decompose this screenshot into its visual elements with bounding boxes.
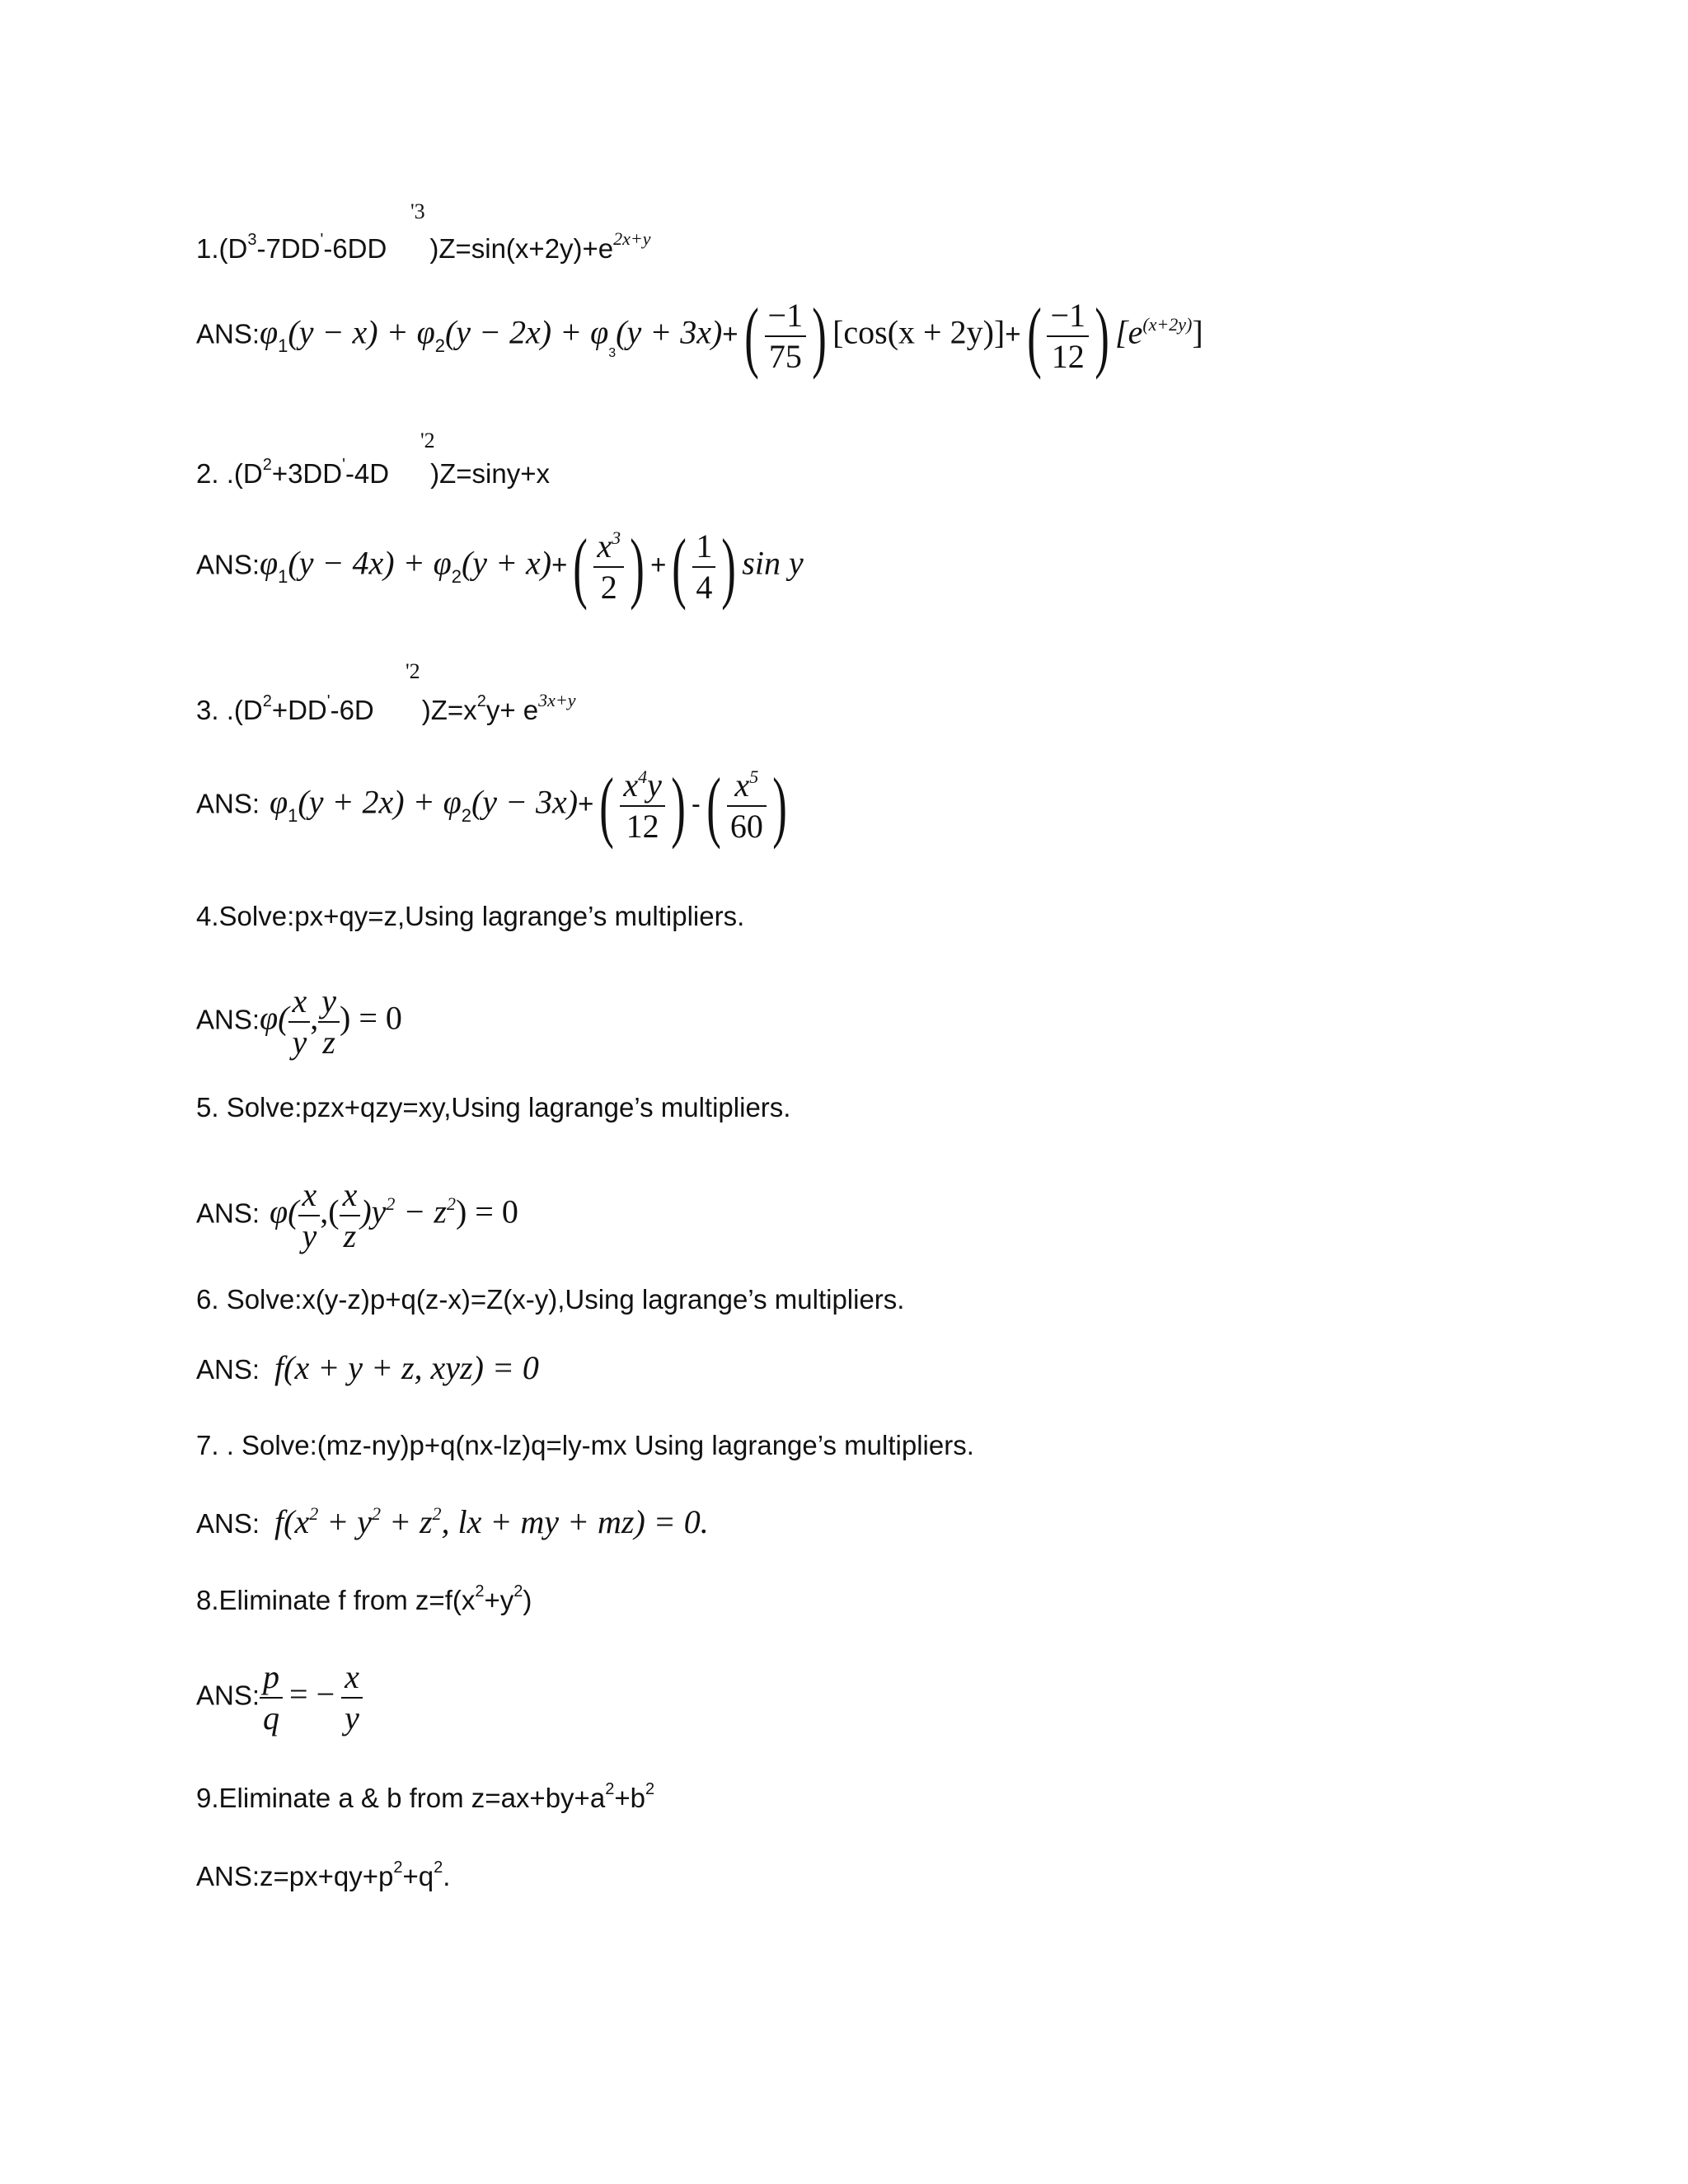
p1-phi1: φ xyxy=(260,313,279,351)
p5-frac1 xyxy=(298,1176,320,1254)
p2-q-prefix: 2. .(D xyxy=(196,458,263,489)
p5-phi: φ( xyxy=(270,1193,299,1230)
p3-phi2: φ xyxy=(443,783,462,821)
problem-8-question xyxy=(196,1582,532,1615)
p1-exp-base: [e xyxy=(1115,313,1143,351)
p2-lparen1: ( xyxy=(573,523,588,611)
p2-rparen2: ) xyxy=(721,523,737,611)
problem-7-question: 7. . Solve:(mz-ny)p+q(nx-lz)q=ly-mx Using lagrange’s multipliers. xyxy=(196,1430,974,1460)
p1-exp-end: ] xyxy=(1192,313,1203,351)
p1-q-mark: '3 xyxy=(410,199,425,223)
p5-frac1-num: x xyxy=(298,1179,320,1216)
p3-lparen2: ( xyxy=(706,762,721,850)
p3-q-mark: '2 xyxy=(406,659,420,683)
p2-frac1-den: 2 xyxy=(600,569,617,606)
problem-1-answer xyxy=(196,292,1203,380)
p3-frac2-num: x xyxy=(734,766,750,804)
p2-sin: sin y xyxy=(742,544,804,582)
p3-q-exp: 3x+y xyxy=(538,690,576,710)
problem-7-answer xyxy=(196,1503,709,1540)
p8-q-prefix: 8.Eliminate f from z=f(x xyxy=(196,1585,476,1615)
problem-1-question xyxy=(196,228,651,264)
p3-rparen1: ) xyxy=(671,762,686,850)
p3-q-e1: 2 xyxy=(262,692,272,710)
p1-a3: (y + 3x) xyxy=(616,313,723,351)
p4-frac1-num: x xyxy=(288,985,310,1023)
p3-a1: (y + 2x) + xyxy=(298,783,443,821)
problem-5-answer xyxy=(196,1176,518,1254)
problem-5-question: 5. Solve:pzx+qzy=xy,Using lagrange’s multipliers. xyxy=(196,1092,791,1122)
p3-frac1 xyxy=(620,766,665,845)
p1-q-e2: ' xyxy=(320,231,324,249)
p4-frac2-num: y xyxy=(318,985,340,1023)
p1-rparen2: ) xyxy=(1095,292,1109,380)
p3-q-e2: ' xyxy=(326,692,331,710)
p4-end: ) = 0 xyxy=(340,999,402,1037)
p1-q-mid1: -7DD xyxy=(256,233,321,264)
p3-q-e3: 2 xyxy=(476,692,486,710)
p2-frac2-den: 4 xyxy=(696,569,713,606)
p3-rparen2: ) xyxy=(772,762,787,850)
p1-lparen2: ( xyxy=(1026,292,1042,380)
p3-q-tail2: y+ e xyxy=(485,695,539,725)
p1-plus2: + xyxy=(1005,318,1021,349)
p8-frac1-num: p xyxy=(260,1661,283,1699)
p2-phi2-sub: 2 xyxy=(451,565,462,587)
p8-q-e1: 2 xyxy=(475,1582,485,1601)
p1-phi3: φ xyxy=(590,313,609,351)
p5-e2: 2 xyxy=(446,1193,456,1214)
p7-e1: 2 xyxy=(309,1503,319,1524)
p2-phi1-sub: 1 xyxy=(278,565,288,587)
p3-minus: - xyxy=(691,788,701,819)
p8-frac1-den: q xyxy=(263,1699,280,1736)
p4-frac2-den: z xyxy=(322,1024,335,1061)
p5-frac2-den: z xyxy=(343,1217,357,1254)
problem-9-answer xyxy=(196,1858,451,1891)
p1-a2: (y − 2x) + xyxy=(444,313,591,351)
p1-phi2-sub: 2 xyxy=(434,335,445,356)
problem-4-answer xyxy=(196,982,402,1061)
p8-q-tail: ) xyxy=(523,1585,532,1615)
p1-frac2 xyxy=(1047,299,1089,373)
p9-ans-e1: 2 xyxy=(393,1858,403,1877)
p3-q-mid2: -6D xyxy=(330,695,374,725)
p4-ans-label: ANS: xyxy=(196,1004,260,1035)
p1-ans-label: ANS: xyxy=(196,318,260,349)
problem-2-question xyxy=(196,456,550,489)
p3-frac2-exp: 5 xyxy=(749,766,759,787)
p3-frac1-num-x: x xyxy=(623,766,639,804)
p2-phi1: φ xyxy=(260,544,279,582)
p6-ans-label: ANS: xyxy=(196,1354,260,1385)
p1-phi2: φ xyxy=(416,313,435,351)
p2-q-tail: )Z=siny+x xyxy=(430,458,550,489)
p2-plus2: + xyxy=(650,549,667,580)
problem-2-answer xyxy=(196,523,804,611)
p2-phi2: φ xyxy=(433,544,452,582)
p3-lparen1: ( xyxy=(599,762,615,850)
p5-frac1-den: y xyxy=(302,1217,317,1254)
p3-ans-label: ANS: xyxy=(196,788,260,819)
p8-ans-label: ANS: xyxy=(196,1680,260,1711)
p8-frac1 xyxy=(260,1658,283,1736)
p1-q-e1: 3 xyxy=(247,231,257,249)
p3-frac1-den: 12 xyxy=(626,808,659,845)
p2-frac2-num: 1 xyxy=(692,530,715,568)
p3-phi1-sub: 1 xyxy=(288,804,298,826)
p1-frac1-num: −1 xyxy=(765,299,807,337)
problem-3-question xyxy=(196,690,576,725)
problem-8-answer xyxy=(196,1658,363,1736)
p2-q-mark: '2 xyxy=(420,429,435,452)
p4-frac1-den: y xyxy=(292,1024,307,1061)
p2-q-mid2: -4D xyxy=(345,458,390,489)
p3-a2: (y − 3x) xyxy=(471,783,579,821)
p9-ans-mid: +q xyxy=(402,1861,434,1891)
problem-6-answer xyxy=(196,1349,539,1386)
p1-frac2-den: 12 xyxy=(1051,338,1085,375)
p5-frac2 xyxy=(340,1176,361,1254)
p1-cos: [cos(x + 2y)] xyxy=(832,313,1006,351)
p2-rparen1: ) xyxy=(630,523,645,611)
p3-q-tail: )Z=x xyxy=(421,695,477,725)
p9-ans-e2: 2 xyxy=(434,1858,443,1877)
p6-expr: f(x + y + z, xyz) = 0 xyxy=(274,1349,539,1386)
p7-e3: 2 xyxy=(432,1503,442,1524)
p1-q-prefix: 1.(D xyxy=(196,233,248,264)
p2-a1: (y − 4x) + xyxy=(288,544,434,582)
p7-p4: , lx + my + mz) = 0. xyxy=(441,1503,709,1540)
p9-q-e2: 2 xyxy=(645,1780,655,1798)
problem-3-answer xyxy=(196,762,793,850)
p1-phi3-sub: 3 xyxy=(608,345,617,360)
p2-lparen2: ( xyxy=(672,523,687,611)
p2-a2: (y + x) xyxy=(461,544,552,582)
p2-q-e2: ' xyxy=(342,456,345,474)
p7-e2: 2 xyxy=(371,1503,381,1524)
p8-frac2-num: x xyxy=(341,1661,363,1699)
p2-ans-label: ANS: xyxy=(196,549,260,580)
p2-q-e1: 2 xyxy=(262,456,272,474)
p3-phi2-sub: 2 xyxy=(461,804,471,826)
p8-q-mid: +y xyxy=(484,1585,514,1615)
p5-ans-label: ANS: xyxy=(196,1197,260,1229)
p2-frac2 xyxy=(692,527,715,606)
p1-exp-power: (x+2y) xyxy=(1142,313,1193,335)
p2-plus: + xyxy=(551,549,568,580)
p7-p3: + z xyxy=(380,1503,433,1540)
p2-frac1 xyxy=(593,527,624,606)
p4-comma: , xyxy=(310,999,319,1037)
p1-frac1 xyxy=(765,299,807,373)
p8-q-e2: 2 xyxy=(513,1582,523,1601)
p1-lparen1: ( xyxy=(743,292,759,380)
p1-a1: (y − x) + xyxy=(288,313,417,351)
p5-end: ) = 0 xyxy=(455,1193,518,1230)
p3-frac1-num-y: y xyxy=(647,766,662,804)
p3-q-mid1: +DD xyxy=(271,695,327,725)
p3-q-prefix: 3. .(D xyxy=(196,695,263,725)
p1-q-mid2: -6DD xyxy=(323,233,387,264)
p8-frac2-den: y xyxy=(345,1699,359,1736)
p8-eq: = − xyxy=(289,1675,335,1713)
p7-p1: f(x xyxy=(274,1503,310,1540)
problem-4-question: 4.Solve:px+qy=z,Using lagrange’s multipliers. xyxy=(196,901,745,931)
p5-mid2: − z xyxy=(395,1193,447,1230)
p2-frac1-exp: 3 xyxy=(612,527,621,548)
p2-frac1-num: x xyxy=(597,527,612,565)
p1-frac1-den: 75 xyxy=(768,338,802,375)
p9-q-prefix: 9.Eliminate a & b from z=ax+by+a xyxy=(196,1783,606,1813)
p2-q-mid1: +3DD xyxy=(271,458,343,489)
p3-frac2-den: 60 xyxy=(729,808,763,845)
p5-e1: 2 xyxy=(386,1193,396,1214)
p1-plus: + xyxy=(722,318,738,349)
problem-9-question xyxy=(196,1780,655,1813)
p1-q-tail: )Z=sin(x+2y)+e xyxy=(429,233,614,264)
p9-ans-tail: . xyxy=(443,1861,451,1891)
p9-ans-prefix: ANS:z=px+qy+p xyxy=(196,1861,394,1891)
p5-comma: ,( xyxy=(320,1193,340,1230)
p4-frac2 xyxy=(318,982,340,1061)
p4-frac1 xyxy=(288,982,310,1061)
p3-phi1: φ xyxy=(270,783,288,821)
p5-frac2-num: x xyxy=(340,1179,361,1216)
p4-phi: φ( xyxy=(260,999,289,1037)
p3-plus: + xyxy=(578,788,594,819)
p3-frac2 xyxy=(727,766,767,845)
p3-frac1-exp: 4 xyxy=(638,766,648,787)
problem-6-question: 6. Solve:x(y-z)p+q(z-x)=Z(x-y),Using lagrange’s multipliers. xyxy=(196,1284,905,1315)
p5-mid: )y xyxy=(360,1193,387,1230)
p8-frac2 xyxy=(341,1658,363,1736)
p1-frac2-num: −1 xyxy=(1047,299,1089,337)
p9-q-e1: 2 xyxy=(605,1780,615,1798)
p7-p2: + y xyxy=(318,1503,372,1540)
p1-phi1-sub: 1 xyxy=(278,335,288,356)
p9-q-mid: +b xyxy=(614,1783,645,1813)
p7-ans-label: ANS: xyxy=(196,1508,260,1539)
p1-q-exp: 2x+y xyxy=(613,228,651,249)
p1-rparen1: ) xyxy=(812,292,827,380)
